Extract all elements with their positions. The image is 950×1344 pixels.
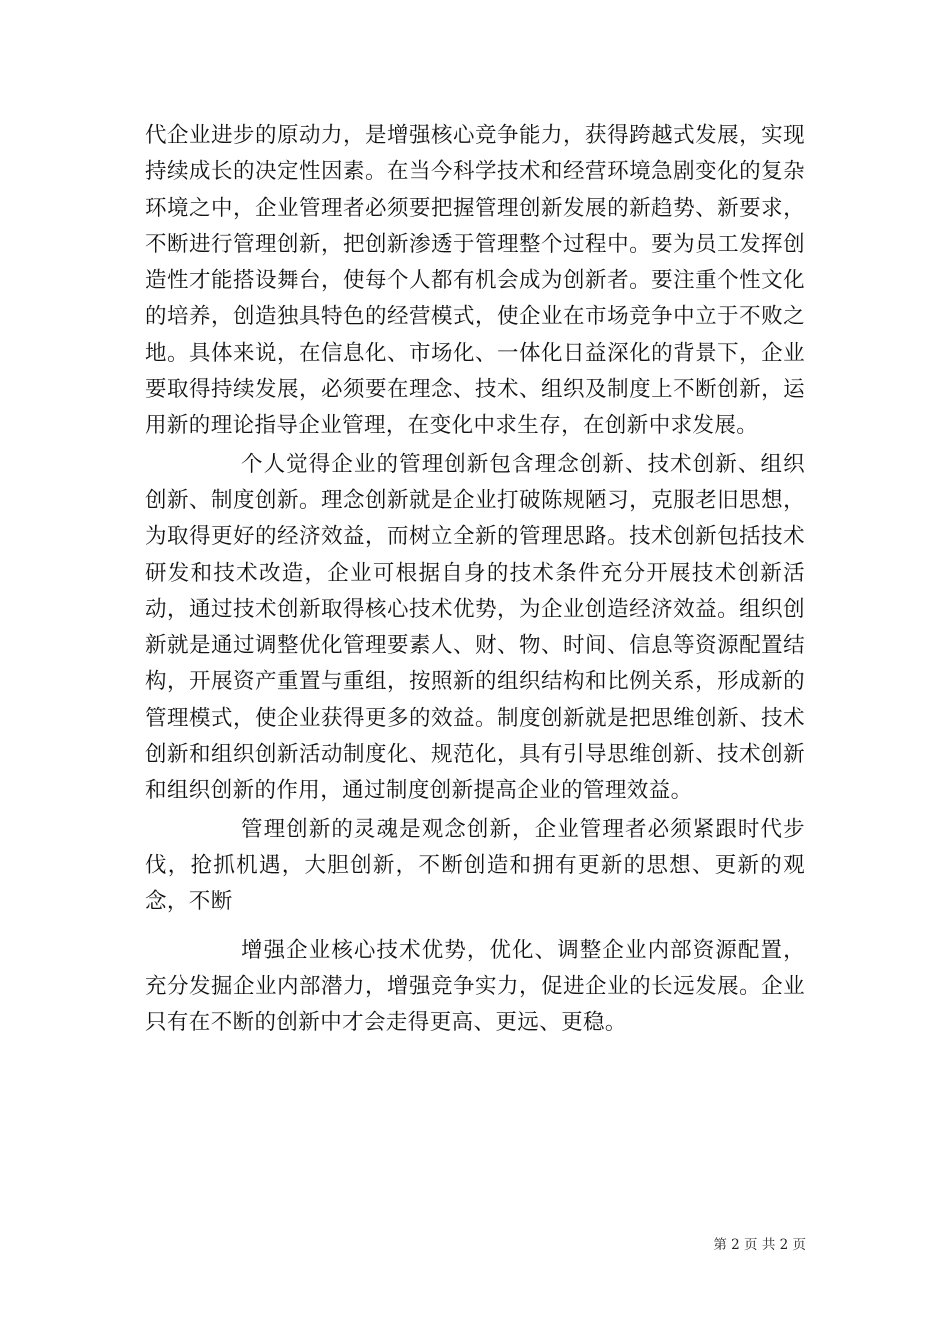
paragraph-2: 个人觉得企业的管理创新包含理念创新、技术创新、组织创新、制度创新。理念创新就是企业打破陈规陋习，克服老旧思想，为取得更好的经济效益，而树立全新的管理思路。技术创新包括技术研发和技术改造，企业可根据自身的技术条件充分开展技术创新活动，通过技术创新取得核心技术优势，为企业创造经济效益。组织创新就是通过调整优化管理要素人、财、物、时间、信息等资源配置结构，开展资产重置与重组，按照新的组织结构和比例关系，形成新的管理模式，使企业获得更多的效益。制度创新就是把思维创新、技术创新和组织创新活动制度化、规范化，具有引导思维创新、技术创新和组织创新的作用，通过制度创新提高企业的管理效益。: [145, 451, 805, 804]
page-number-footer: 第 2 页 共 2 页: [713, 1237, 806, 1253]
paragraph-3: 管理创新的灵魂是观念创新，企业管理者必须紧跟时代步伐，抢抓机遇，大胆创新，不断创造和拥有更新的思想、更新的观念，不断: [145, 816, 805, 915]
document-body: [145, 118, 805, 1041]
paragraph-1: 代企业进步的原动力，是增强核心竞争能力，获得跨越式发展，实现持续成长的决定性因素。在当今科学技术和经营环境急剧变化的复杂环境之中，企业管理者必须要把握管理创新发展的新趋势、新要求，不断进行管理创新，把创新渗透于管理整个过程中。要为员工发挥创造性才能搭设舞台，使每个人都有机会成为创新者。要注重个性文化的培养，创造独具特色的经营模式，使企业在市场竞争中立于不败之地。具体来说，在信息化、市场化、一体化日益深化的背景下，企业要取得持续发展，必须要在理念、技术、组织及制度上不断创新，运用新的理论指导企业管理，在变化中求生存，在创新中求发展。: [145, 123, 805, 439]
paragraph-4: 增强企业核心技术优势，优化、调整企业内部资源配置，充分发掘企业内部潜力，增强竞争实力，促进企业的长远发展。企业只有在不断的创新中才会走得更高、更远、更稳。: [145, 937, 805, 1036]
